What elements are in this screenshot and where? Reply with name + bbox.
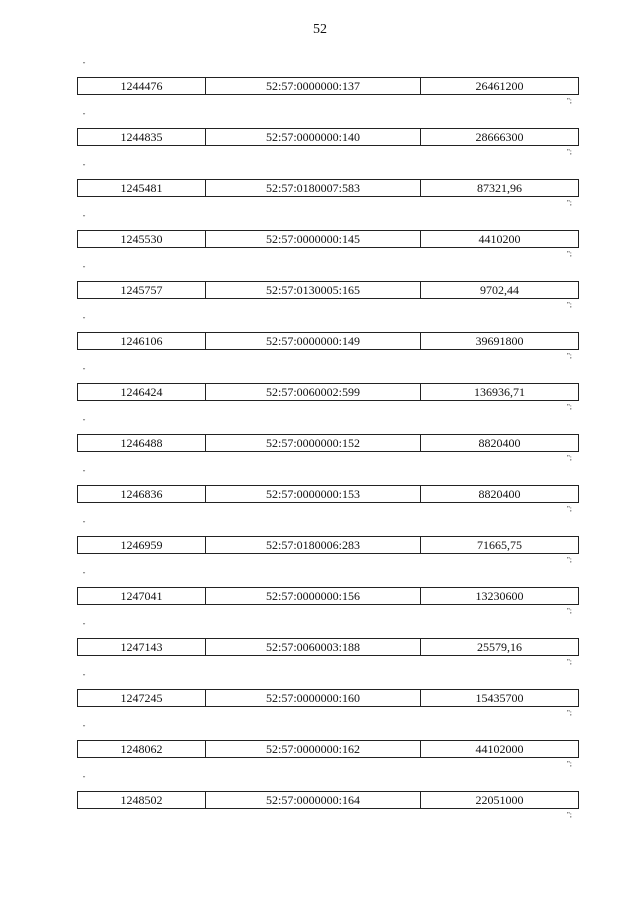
opening-quote-mark: " bbox=[83, 368, 86, 374]
table-entries bbox=[0, 58, 640, 823]
value-cell: 4410200 bbox=[478, 232, 521, 246]
cadastral-number-cell: 52:57:0180006:283 bbox=[206, 537, 421, 553]
opening-quote-mark: " bbox=[83, 674, 86, 680]
value-cell: 9702,44 bbox=[480, 283, 519, 297]
table-entry bbox=[0, 466, 640, 517]
closing-quote-mark: "; bbox=[567, 505, 572, 513]
table-row bbox=[77, 77, 579, 95]
cadastral-number-cell: 52:57:0000000:140 bbox=[206, 129, 421, 145]
record-id-cell: 1247245 bbox=[78, 690, 206, 706]
closing-quote-mark: "; bbox=[567, 607, 572, 615]
table-entry bbox=[0, 721, 640, 772]
table-entry bbox=[0, 619, 640, 670]
table-entry bbox=[0, 313, 640, 364]
cadastral-number-cell: 52:57:0000000:145 bbox=[206, 231, 421, 247]
table-row bbox=[77, 740, 579, 758]
record-id-cell: 1246836 bbox=[78, 486, 206, 502]
value-cell: 22051000 bbox=[475, 793, 524, 807]
record-id-cell: 1246424 bbox=[78, 384, 206, 400]
table-row bbox=[77, 434, 579, 452]
table-entry bbox=[0, 772, 640, 823]
record-id-cell: 1245530 bbox=[78, 231, 206, 247]
value-cell: 8820400 bbox=[478, 487, 521, 501]
table-entry bbox=[0, 517, 640, 568]
table-entry bbox=[0, 160, 640, 211]
table-row bbox=[77, 638, 579, 656]
value-cell: 136936,71 bbox=[474, 385, 525, 399]
table-row bbox=[77, 230, 579, 248]
closing-quote-mark: "; bbox=[567, 454, 572, 462]
record-id-cell: 1244476 bbox=[78, 78, 206, 94]
record-id-cell: 1246488 bbox=[78, 435, 206, 451]
opening-quote-mark: " bbox=[83, 62, 86, 68]
cadastral-number-cell: 52:57:0000000:152 bbox=[206, 435, 421, 451]
cadastral-number-cell: 52:57:0000000:149 bbox=[206, 333, 421, 349]
opening-quote-mark: " bbox=[83, 113, 86, 119]
table-entry bbox=[0, 568, 640, 619]
table-row bbox=[77, 536, 579, 554]
value-cell: 25579,16 bbox=[477, 640, 522, 654]
closing-quote-mark: "; bbox=[567, 658, 572, 666]
cadastral-number-cell: 52:57:0000000:156 bbox=[206, 588, 421, 604]
closing-quote-mark: "; bbox=[567, 250, 572, 258]
record-id-cell: 1244835 bbox=[78, 129, 206, 145]
table-row bbox=[77, 128, 579, 146]
opening-quote-mark: " bbox=[83, 164, 86, 170]
table-entry bbox=[0, 670, 640, 721]
value-cell: 26461200 bbox=[475, 79, 524, 93]
value-cell: 15435700 bbox=[475, 691, 524, 705]
opening-quote-mark: " bbox=[83, 419, 86, 425]
table-row bbox=[77, 791, 579, 809]
opening-quote-mark: " bbox=[83, 470, 86, 476]
closing-quote-mark: "; bbox=[567, 709, 572, 717]
table-row bbox=[77, 689, 579, 707]
value-cell: 8820400 bbox=[478, 436, 521, 450]
opening-quote-mark: " bbox=[83, 623, 86, 629]
opening-quote-mark: " bbox=[83, 572, 86, 578]
closing-quote-mark: "; bbox=[567, 811, 572, 819]
record-id-cell: 1248062 bbox=[78, 741, 206, 757]
value-cell: 87321,96 bbox=[477, 181, 522, 195]
closing-quote-mark: "; bbox=[567, 301, 572, 309]
table-entry bbox=[0, 262, 640, 313]
opening-quote-mark: " bbox=[83, 317, 86, 323]
opening-quote-mark: " bbox=[83, 266, 86, 272]
opening-quote-mark: " bbox=[83, 215, 86, 221]
record-id-cell: 1245757 bbox=[78, 282, 206, 298]
table-row bbox=[77, 179, 579, 197]
table-row bbox=[77, 281, 579, 299]
record-id-cell: 1247143 bbox=[78, 639, 206, 655]
table-entry bbox=[0, 364, 640, 415]
table-row bbox=[77, 332, 579, 350]
table-entry bbox=[0, 211, 640, 262]
table-row bbox=[77, 587, 579, 605]
cadastral-number-cell: 52:57:0000000:153 bbox=[206, 486, 421, 502]
table-entry bbox=[0, 415, 640, 466]
record-id-cell: 1248502 bbox=[78, 792, 206, 808]
cadastral-number-cell: 52:57:0060003:188 bbox=[206, 639, 421, 655]
closing-quote-mark: "; bbox=[567, 760, 572, 768]
cadastral-number-cell: 52:57:0180007:583 bbox=[206, 180, 421, 196]
value-cell: 71665,75 bbox=[477, 538, 522, 552]
record-id-cell: 1246106 bbox=[78, 333, 206, 349]
value-cell: 39691800 bbox=[475, 334, 524, 348]
cadastral-number-cell: 52:57:0000000:160 bbox=[206, 690, 421, 706]
record-id-cell: 1247041 bbox=[78, 588, 206, 604]
table-row bbox=[77, 383, 579, 401]
record-id-cell: 1246959 bbox=[78, 537, 206, 553]
closing-quote-mark: "; bbox=[567, 352, 572, 360]
opening-quote-mark: " bbox=[83, 725, 86, 731]
opening-quote-mark: " bbox=[83, 776, 86, 782]
record-id-cell: 1245481 bbox=[78, 180, 206, 196]
table-entry bbox=[0, 58, 640, 109]
closing-quote-mark: "; bbox=[567, 199, 572, 207]
cadastral-number-cell: 52:57:0000000:162 bbox=[206, 741, 421, 757]
cadastral-number-cell: 52:57:0000000:164 bbox=[206, 792, 421, 808]
table-entry bbox=[0, 109, 640, 160]
value-cell: 13230600 bbox=[475, 589, 524, 603]
closing-quote-mark: "; bbox=[567, 556, 572, 564]
table-row bbox=[77, 485, 579, 503]
opening-quote-mark: " bbox=[83, 521, 86, 527]
value-cell: 28666300 bbox=[475, 130, 524, 144]
value-cell: 44102000 bbox=[475, 742, 524, 756]
cadastral-number-cell: 52:57:0130005:165 bbox=[206, 282, 421, 298]
closing-quote-mark: "; bbox=[567, 403, 572, 411]
cadastral-number-cell: 52:57:0000000:137 bbox=[206, 78, 421, 94]
page-number: 52 bbox=[313, 22, 327, 37]
cadastral-number-cell: 52:57:0060002:599 bbox=[206, 384, 421, 400]
closing-quote-mark: "; bbox=[567, 97, 572, 105]
closing-quote-mark: "; bbox=[567, 148, 572, 156]
